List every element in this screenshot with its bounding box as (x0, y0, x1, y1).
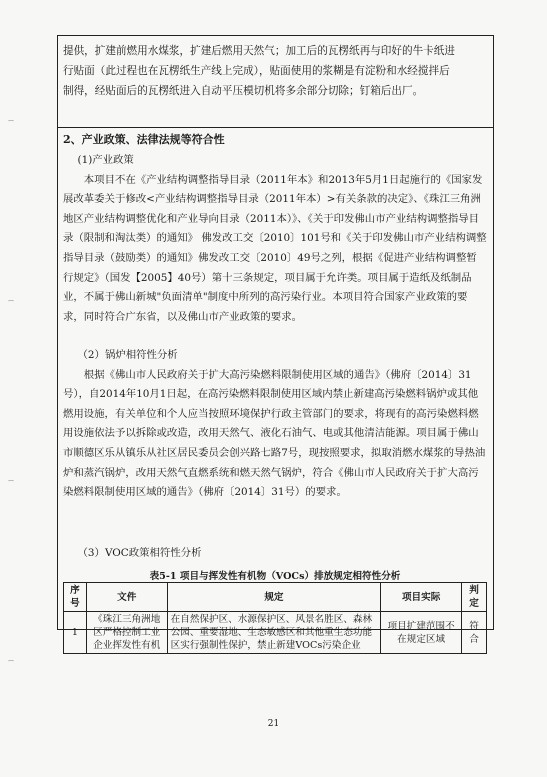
page-number: 21 (267, 719, 280, 729)
cell-doc: 《珠江三角洲地区严格控制工业企业挥发性有机 (86, 612, 167, 654)
sub-heading-boiler: （2）锅炉相符性分析 (77, 349, 178, 361)
content-frame (57, 35, 494, 630)
cell-no: 1 (64, 612, 87, 654)
voc-compliance-table (63, 582, 487, 654)
voc-section (63, 544, 487, 564)
section-divider (57, 127, 494, 128)
industry-policy-paragraph: 本项目不在《产业结构调整指导目录（2011年本》和2013年5月1日起施行的《国家发展改革委关于修改<产业结构调整指导目录（2011年本）>有关条款的决定》、《珠江三角洲地区产业结构调整优化和产业导向目录（2011本）》、《关于印发佛山市产业结构调整指导目录（限制和淘汰类）的通知》 佛发改工交〔2010〕101号和《关于印发佛山市产业结构调整指导目录（鼓励类）的通知》佛发改工交〔2010〕49号之列，根据《促进产业结构调整暂行规定》（国发【2005】40号）第十三条规定，项目属于允许类。项目属于造纸及纸制品业，不属于佛山新城"负面清单"制度中所列的高污染行业。本项目符合国家产业政策的要求，同时符合广东省，以及佛山市产业政策的要求。 (63, 173, 487, 323)
table-caption: 表5-1 项目与挥发性有机物（VOCs）排放规定相符性分析 (149, 571, 401, 582)
industry-policy-section (63, 151, 487, 327)
cell-rule: 在自然保护区、水源保护区、风景名胜区、森林公园、重要湿地、生态敏感区和其他重生态功能区实行强制性保护，禁止新建VOCs污染企业 (167, 612, 381, 654)
header-actual: 项目实际 (381, 583, 462, 612)
cell-verdict: 符合 (462, 612, 487, 654)
binding-mark (8, 120, 14, 123)
boiler-paragraph: 根据《佛山市人民政府关于扩大高污染燃料限制使用区域的通告》（佛府〔2014〕31号），自2014年10月1日起，在高污染燃料限制使用区域内禁止新建高污染燃料锅炉或其他燃用设施，有关单位和个人应当按照环境保护行政主管部门的要求，将现有的高污染燃料燃用设施依法予以拆除或改造，改用天然气、液化石油气、电或其他清洁能源。项目属于佛山市顺德区乐从镇乐从社区居民委员会创兴路七路7号，现按照要求，拟取消燃水煤浆的导热油炉和蒸汽锅炉，改用天然气直燃系统和燃天然气锅炉，符合《佛山市人民政府关于扩大高污染燃料限制使用区域的通告》（佛府〔2014〕31号）的要求。 (63, 368, 486, 499)
header-rule: 规定 (167, 583, 381, 612)
intro-paragraph (63, 41, 487, 101)
sub-heading-industry-policy: (1)产业政策 (77, 154, 134, 166)
binding-mark (8, 480, 14, 483)
cell-actual: 项目扩建范围不在规定区域 (381, 612, 462, 654)
intro-line: 制得，经贴面后的瓦楞纸进入自动平压模切机将多余部分切除；钉箱后出厂。 (63, 85, 424, 97)
table-row (64, 612, 487, 654)
section-heading: 2、产业政策、法律法规等符合性 (63, 133, 225, 146)
header-doc: 文件 (86, 583, 167, 612)
binding-mark (8, 660, 14, 663)
header-verdict: 判定 (462, 583, 487, 612)
header-no: 序号 (64, 583, 87, 612)
table-header-row (64, 583, 487, 612)
intro-line: 行贴面（此过程也在瓦楞纸生产线上完成），贴面使用的浆糊是有淀粉和水经搅拌后 (63, 65, 450, 77)
binding-mark (8, 300, 14, 303)
sub-heading-voc: （3）VOC政策相符性分析 (77, 547, 202, 559)
boiler-section (63, 346, 487, 503)
intro-line: 提供，扩建前燃用水煤浆，扩建后燃用天然气；加工后的瓦楞纸再与印好的牛卡纸进 (63, 45, 455, 57)
